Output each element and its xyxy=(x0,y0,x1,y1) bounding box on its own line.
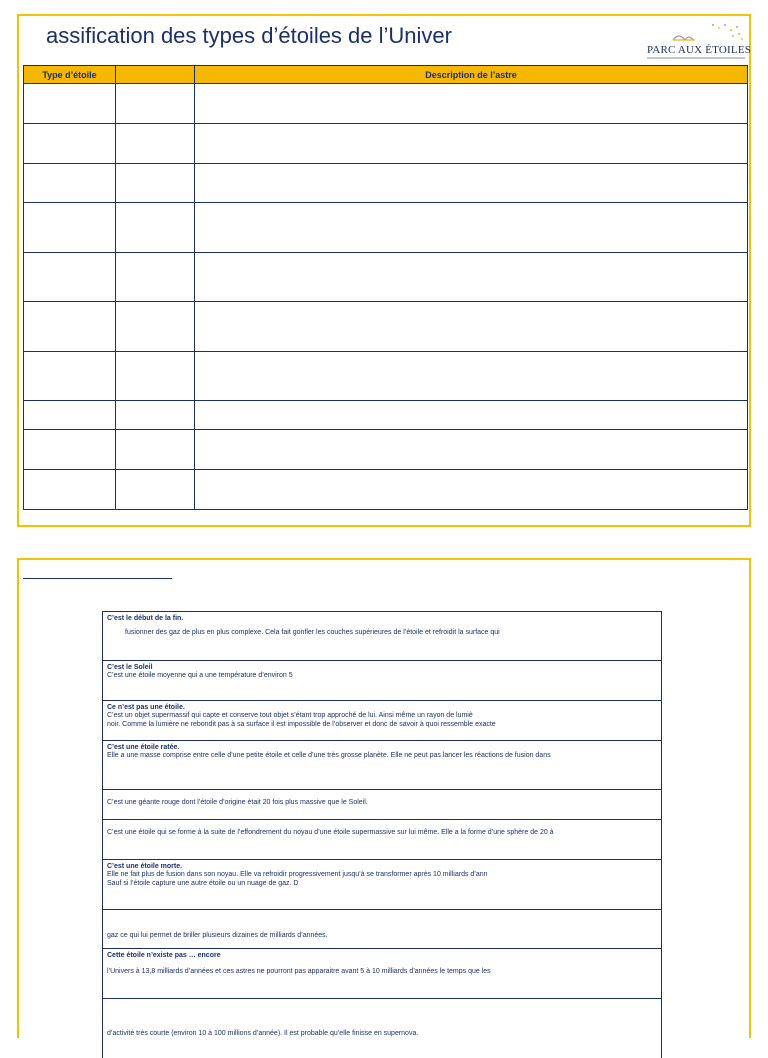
classification-table xyxy=(23,65,748,510)
type-cell[interactable] xyxy=(24,430,116,470)
type-cell[interactable] xyxy=(24,352,116,401)
description-card[interactable] xyxy=(102,700,662,740)
header-blank xyxy=(116,66,195,84)
card-text: C’est une étoile moyenne qui a une température d’environ 5 xyxy=(107,672,293,680)
card-heading: C’est le Soleil xyxy=(107,664,153,671)
description-cell[interactable] xyxy=(195,253,748,302)
stars-logo-icon xyxy=(643,20,747,46)
table-row xyxy=(24,164,748,203)
type-cell[interactable] xyxy=(24,124,116,164)
card-heading: Cette étoile n’existe pas … encore xyxy=(107,952,221,959)
description-cell[interactable] xyxy=(195,430,748,470)
worksheet-cards-panel xyxy=(17,558,751,1038)
card-text: Elle a une masse comprise entre celle d’une petite étoile et celle d’une très grosse planète. Elle ne peut pas lancer les réactions de fusion dans xyxy=(107,752,551,760)
header-type: Type d’étoile xyxy=(24,66,116,84)
image-cell[interactable] xyxy=(116,470,195,510)
description-cell[interactable] xyxy=(195,164,748,203)
description-card[interactable] xyxy=(102,998,662,1058)
image-cell[interactable] xyxy=(116,203,195,253)
table-row xyxy=(24,124,748,164)
table-row xyxy=(24,203,748,253)
card-text: noir. Comme la lumière ne rebondit pas à sa surface il est impossible de l’observer et donc de savoir à quoi ressemble exacte xyxy=(107,720,496,728)
card-text: l’Univers à 13,8 milliards d’années et ces astres ne pourront pas apparaitre avant 5 à 10 milliards d’années le temps que les xyxy=(107,968,491,976)
description-cell[interactable] xyxy=(195,302,748,352)
worksheet-table-panel xyxy=(17,14,751,527)
card-text: C’est une géante rouge dont l’étoile d’origine était 20 fois plus massive que le Soleil. xyxy=(107,799,368,806)
type-cell[interactable] xyxy=(24,470,116,510)
type-cell[interactable] xyxy=(24,84,116,124)
card-heading: Ce n’est pas une étoile. xyxy=(107,704,185,711)
card-text: gaz ce qui lui permet de briller plusieurs dizaines de milliards d’années. xyxy=(107,932,328,939)
type-cell[interactable] xyxy=(24,302,116,352)
card-text: fusionner des gaz de plus en plus complexe. Cela fait gonfler les couches supérieures de l’étoile et refroidit la surface qui xyxy=(125,629,500,637)
image-cell[interactable] xyxy=(116,84,195,124)
description-cell[interactable] xyxy=(195,401,748,430)
table-row xyxy=(24,302,748,352)
header-description: Description de l’astre xyxy=(195,66,748,84)
name-underline xyxy=(23,578,172,579)
card-text: Sauf si l’étoile capture une autre étoile ou un nuage de gaz. D xyxy=(107,879,299,887)
description-card[interactable] xyxy=(102,948,662,998)
type-cell[interactable] xyxy=(24,164,116,203)
table-row xyxy=(24,84,748,124)
description-cell[interactable] xyxy=(195,124,748,164)
table-row xyxy=(24,352,748,401)
table-row xyxy=(24,253,748,302)
page-title: assification des types d’étoiles de l’Univer xyxy=(46,23,452,48)
parc-aux-etoiles-logo xyxy=(643,20,752,64)
card-heading: C’est le début de la fin. xyxy=(107,615,184,622)
image-cell[interactable] xyxy=(116,164,195,203)
card-text: Elle ne fait plus de fusion dans son noyau. Elle va refroidir progressivement jusqu’à se transformer après 10 milliards d’ann xyxy=(107,871,488,879)
description-cell[interactable] xyxy=(195,84,748,124)
table-row xyxy=(24,430,748,470)
description-cell[interactable] xyxy=(195,352,748,401)
table-row xyxy=(24,470,748,510)
card-text: C’est un objet supermassif qui capte et conserve tout objet s’étant trop approché de lui. Ainsi même un rayon de lumiè xyxy=(107,712,473,720)
description-card[interactable] xyxy=(102,909,662,948)
card-text: d’activité très courte (environ 10 à 100 millions d’année). Il est probable qu’elle finisse en supernova. xyxy=(107,1030,419,1037)
description-card[interactable] xyxy=(102,660,662,700)
card-heading: C’est une étoile morte. xyxy=(107,863,183,870)
type-cell[interactable] xyxy=(24,401,116,430)
image-cell[interactable] xyxy=(116,253,195,302)
description-card[interactable] xyxy=(102,611,662,660)
image-cell[interactable] xyxy=(116,401,195,430)
image-cell[interactable] xyxy=(116,124,195,164)
image-cell[interactable] xyxy=(116,302,195,352)
type-cell[interactable] xyxy=(24,253,116,302)
table-header-row xyxy=(24,66,748,84)
description-card[interactable] xyxy=(102,789,662,819)
description-cards xyxy=(102,611,662,1058)
card-text: C’est une étoile qui se forme à la suite de l’effondrement du noyau d’une étoile supermassive sur lui même. Elle a la forme d’une sphère de 20 à xyxy=(107,829,554,836)
description-cell[interactable] xyxy=(195,470,748,510)
description-cell[interactable] xyxy=(195,203,748,253)
logo-text: PARC AUX ÉTOILES xyxy=(647,44,752,56)
table-row xyxy=(24,401,748,430)
image-cell[interactable] xyxy=(116,430,195,470)
description-card[interactable] xyxy=(102,819,662,859)
description-card[interactable] xyxy=(102,859,662,909)
image-cell[interactable] xyxy=(116,352,195,401)
type-cell[interactable] xyxy=(24,203,116,253)
description-card[interactable] xyxy=(102,740,662,789)
card-heading: C’est une étoile ratée. xyxy=(107,744,180,751)
logo-tagline xyxy=(647,57,745,59)
